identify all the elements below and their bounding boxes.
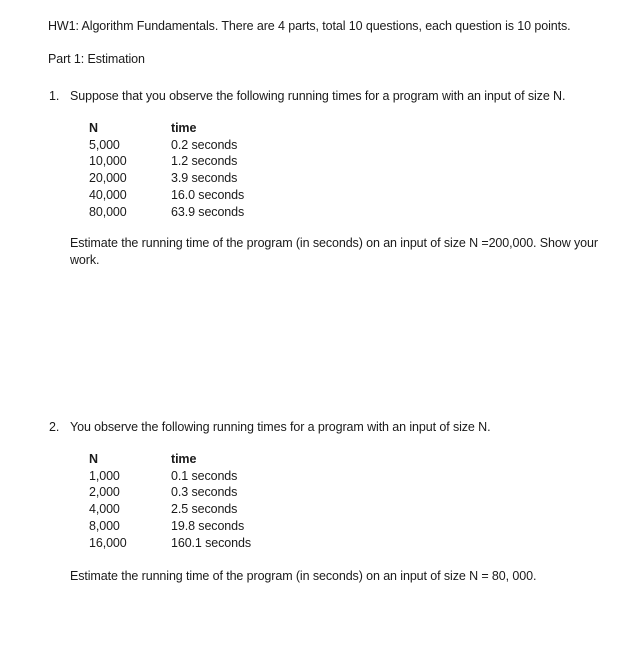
cell-n: 16,000 — [89, 535, 127, 550]
question-1-number: 1. — [49, 89, 60, 103]
cell-time: 0.2 seconds — [171, 137, 238, 152]
table-row — [89, 137, 291, 154]
cell-n: 80,000 — [89, 204, 127, 219]
table-row — [89, 170, 291, 187]
cell-time: 160.1 seconds — [171, 535, 252, 550]
table-header-row — [89, 120, 291, 137]
part-heading: Part 1: Estimation — [48, 52, 145, 66]
question-1-text: Suppose that you observe the following running times for a program with an input of size N. — [70, 89, 566, 103]
table-row — [89, 153, 291, 170]
cell-n: 10,000 — [89, 154, 127, 169]
column-header-n: N — [89, 121, 98, 135]
table-row — [89, 468, 291, 485]
question-1-prompt: Estimate the running time of the program (in seconds) on an input of size N =200,000. Show your work. — [70, 236, 598, 267]
cell-time: 2.5 seconds — [171, 502, 238, 517]
cell-n: 40,000 — [89, 187, 127, 202]
table-row — [89, 187, 291, 204]
cell-n: 5,000 — [89, 137, 120, 152]
cell-time: 16.0 seconds — [171, 187, 245, 202]
question-2-text: You observe the following running times for a program with an input of size N. — [70, 420, 491, 434]
question-2-number: 2. — [49, 420, 60, 434]
cell-n: 20,000 — [89, 171, 127, 186]
column-header-time: time — [171, 452, 197, 466]
cell-n: 8,000 — [89, 518, 120, 533]
cell-time: 0.1 seconds — [171, 468, 238, 483]
question-2-table — [89, 451, 291, 551]
column-header-time: time — [171, 121, 197, 135]
cell-time: 0.3 seconds — [171, 485, 238, 500]
cell-time: 3.9 seconds — [171, 171, 238, 186]
table-header-row — [89, 451, 291, 468]
table-row — [89, 204, 291, 221]
table-row — [89, 535, 291, 552]
table-row — [89, 501, 291, 518]
question-1-table — [89, 120, 291, 220]
table-row — [89, 484, 291, 501]
cell-time: 1.2 seconds — [171, 154, 238, 169]
question-2-prompt: Estimate the running time of the program (in seconds) on an input of size N = 80, 000. — [70, 569, 537, 583]
cell-time: 63.9 seconds — [171, 204, 245, 219]
cell-n: 2,000 — [89, 485, 120, 500]
document-title: HW1: Algorithm Fundamentals. There are 4 parts, total 10 questions, each question is 10 points. — [48, 19, 571, 33]
column-header-n: N — [89, 452, 98, 466]
table-row — [89, 518, 291, 535]
cell-n: 1,000 — [89, 468, 120, 483]
cell-time: 19.8 seconds — [171, 518, 245, 533]
cell-n: 4,000 — [89, 502, 120, 517]
